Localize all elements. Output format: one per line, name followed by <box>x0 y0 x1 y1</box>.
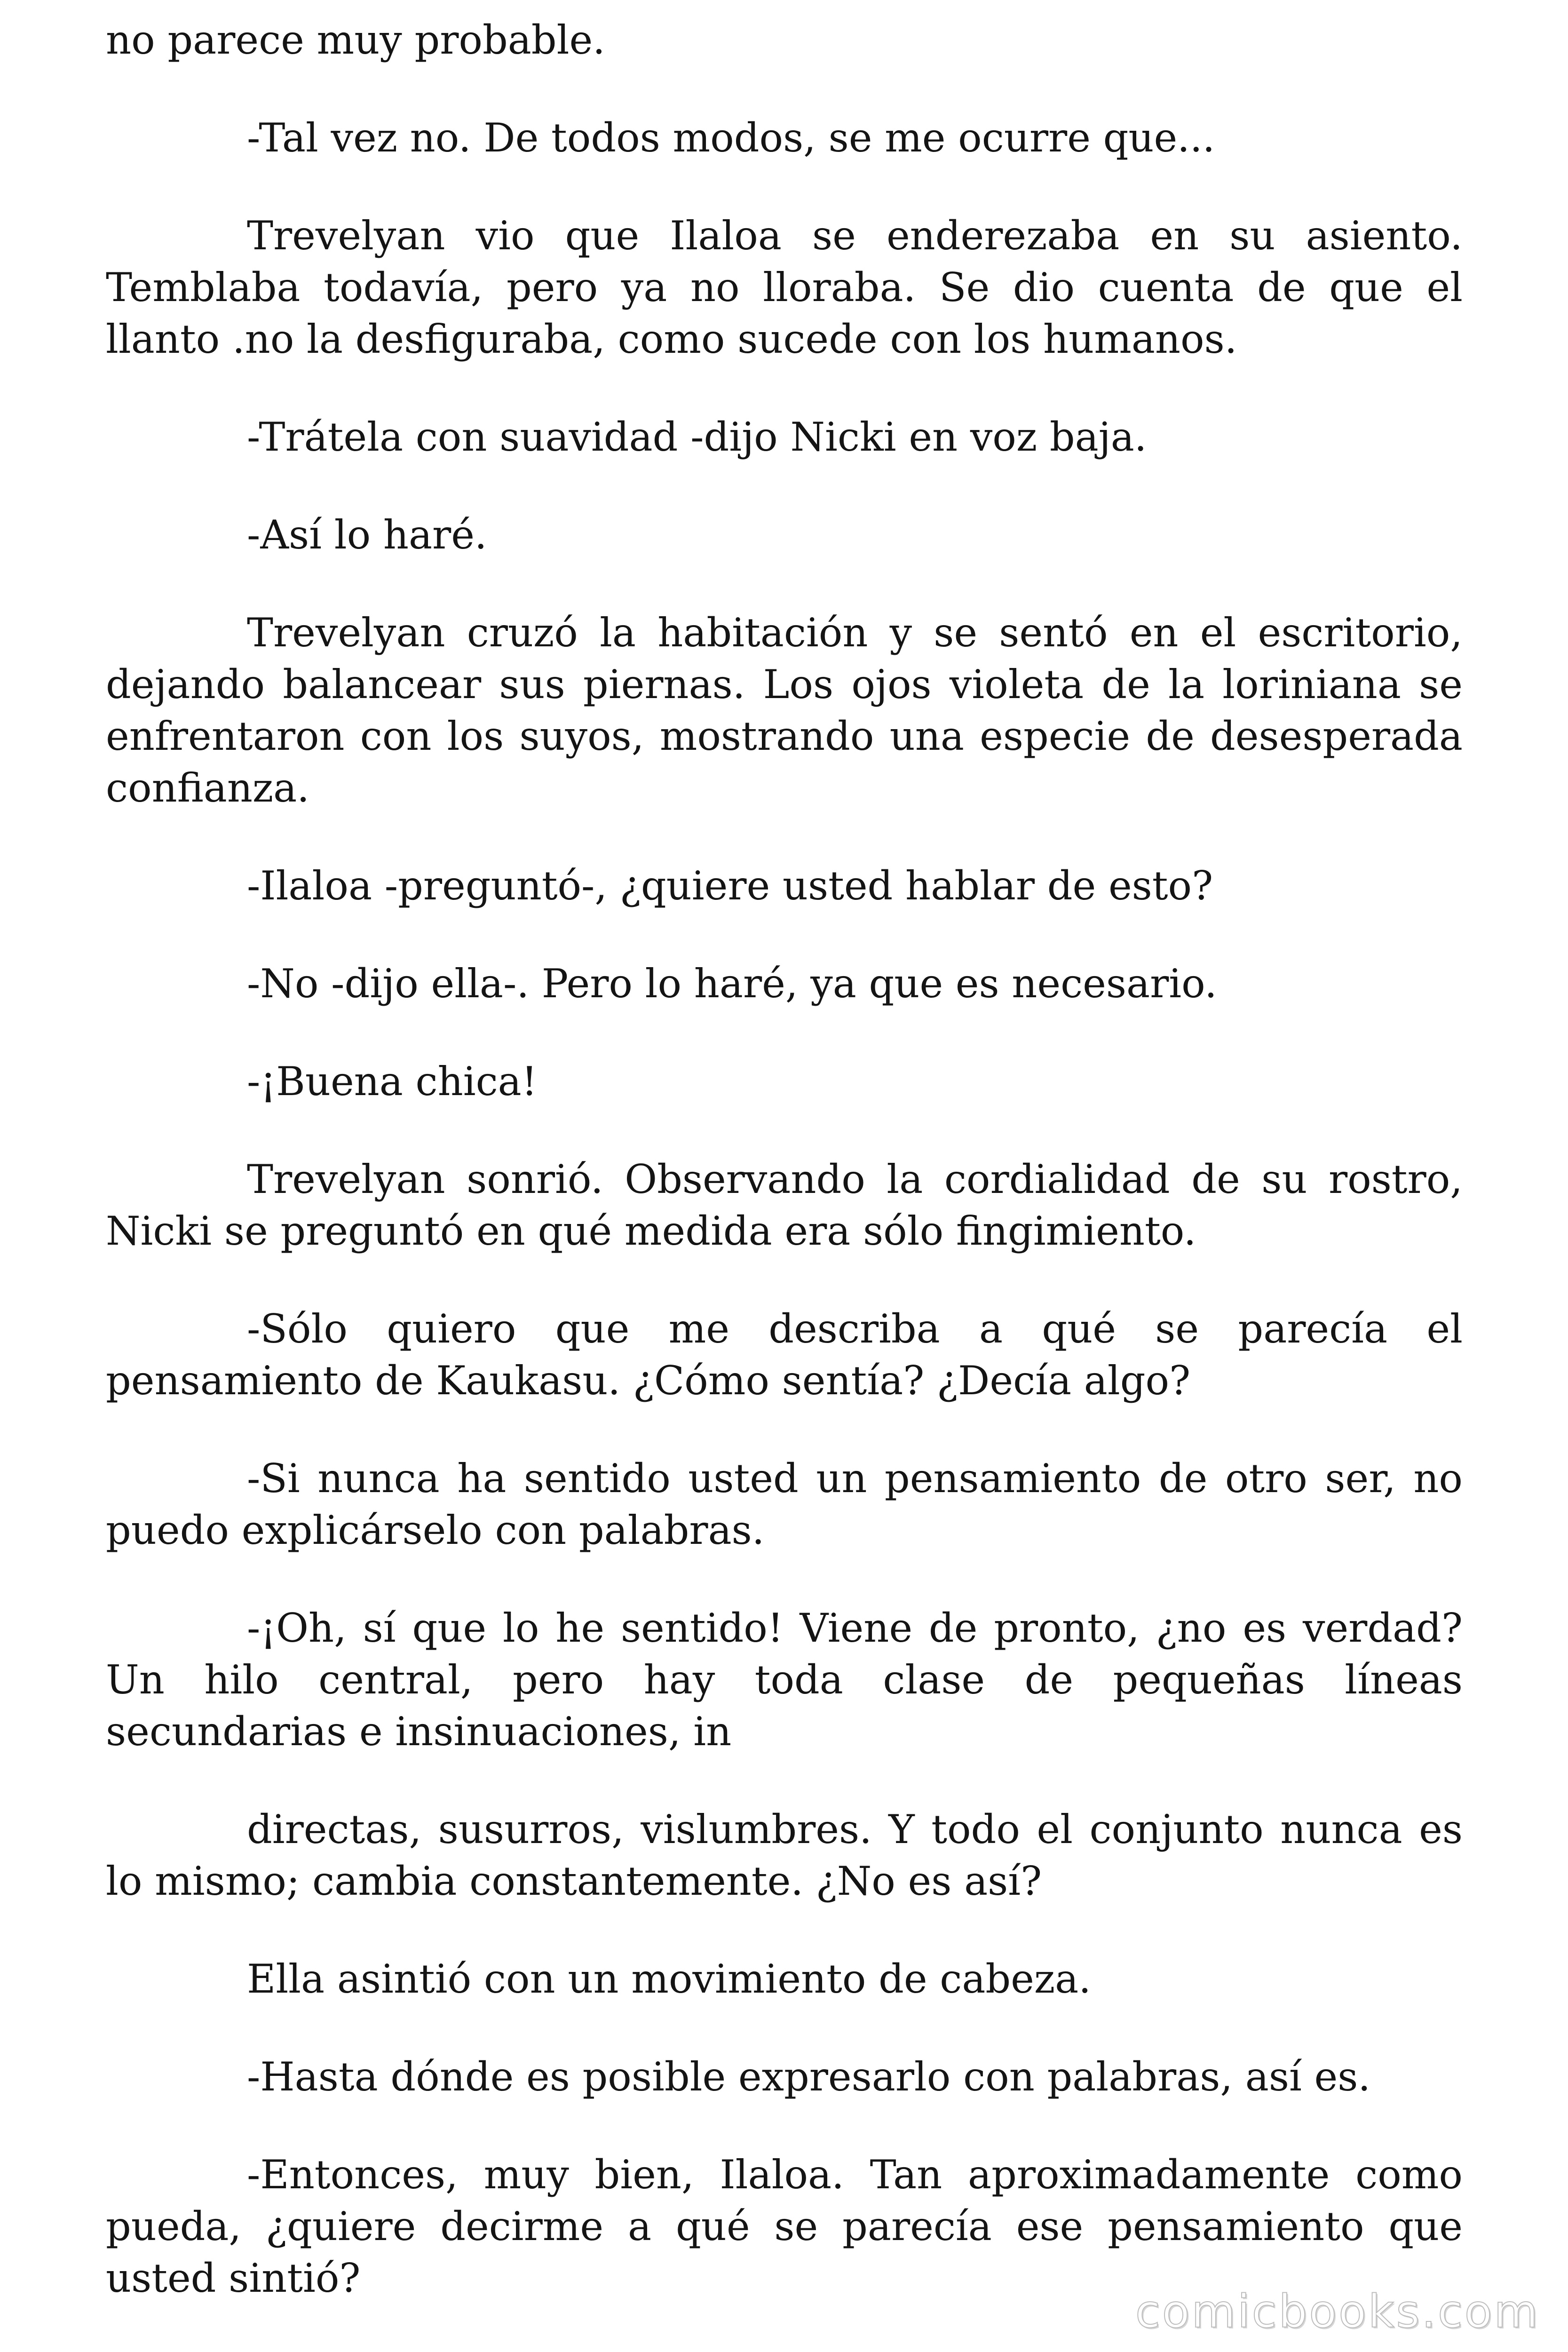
paragraph: Trevelyan vio que Ilaloa se enderezaba en su asiento. Temblaba todavía, pero ya no lloraba. Se dio cuenta de que el llanto .no la desfiguraba, como sucede con los humanos. <box>106 213 1463 362</box>
page-body <box>106 14 1463 2350</box>
paragraph: -Tal vez no. De todos modos, se me ocurre que... <box>247 115 1215 161</box>
paragraph: -No -dijo ella-. Pero lo haré, ya que es necesario. <box>247 961 1217 1007</box>
paragraph: -Hasta dónde es posible expresarlo con palabras, así es. <box>247 2054 1371 2100</box>
paragraph: -¡Oh, sí que lo he sentido! Viene de pronto, ¿no es verdad? Un hilo central, pero hay toda clase de pequeñas líneas secundarias e insinuaciones, in <box>106 1605 1463 1755</box>
paragraph: directas, susurros, vislumbres. Y todo el conjunto nunca es lo mismo; cambia constantemente. ¿No es así? <box>106 1806 1463 1904</box>
paragraph: -Trátela con suavidad -dijo Nicki en voz baja. <box>247 414 1147 460</box>
watermark-logo: comicbooks.com <box>1135 2285 1540 2338</box>
paragraph: Ella asintió con un movimiento de cabeza. <box>247 1956 1091 2002</box>
paragraph: Trevelyan sonrió. Observando la cordialidad de su rostro, Nicki se preguntó en qué medida era sólo fingimiento. <box>106 1156 1463 1254</box>
paragraph: -Ilaloa -preguntó-, ¿quiere usted hablar de esto? <box>247 863 1213 909</box>
paragraph: -Sólo quiero que me describa a qué se parecía el pensamiento de Kaukasu. ¿Cómo sentía? ¿Decía algo? <box>106 1306 1463 1404</box>
paragraph: -Así lo haré. <box>247 512 487 558</box>
paragraph: Trevelyan cruzó la habitación y se sentó en el escritorio, dejando balancear sus piernas. Los ojos violeta de la loriniana se enfrentaron con los suyos, mostrando una especie de desesperada confianza. <box>106 610 1463 811</box>
paragraph: -Entonces, muy bien, Ilaloa. Tan aproximadamente como pueda, ¿quiere decirme a qué se parecía ese pensamiento que usted sintió? <box>106 2152 1463 2301</box>
paragraph: no parece muy probable. <box>106 17 605 63</box>
paragraph: -Si nunca ha sentido usted un pensamiento de otro ser, no puedo explicárselo con palabras. <box>106 1455 1463 1553</box>
paragraph: -¡Buena chica! <box>247 1058 538 1104</box>
